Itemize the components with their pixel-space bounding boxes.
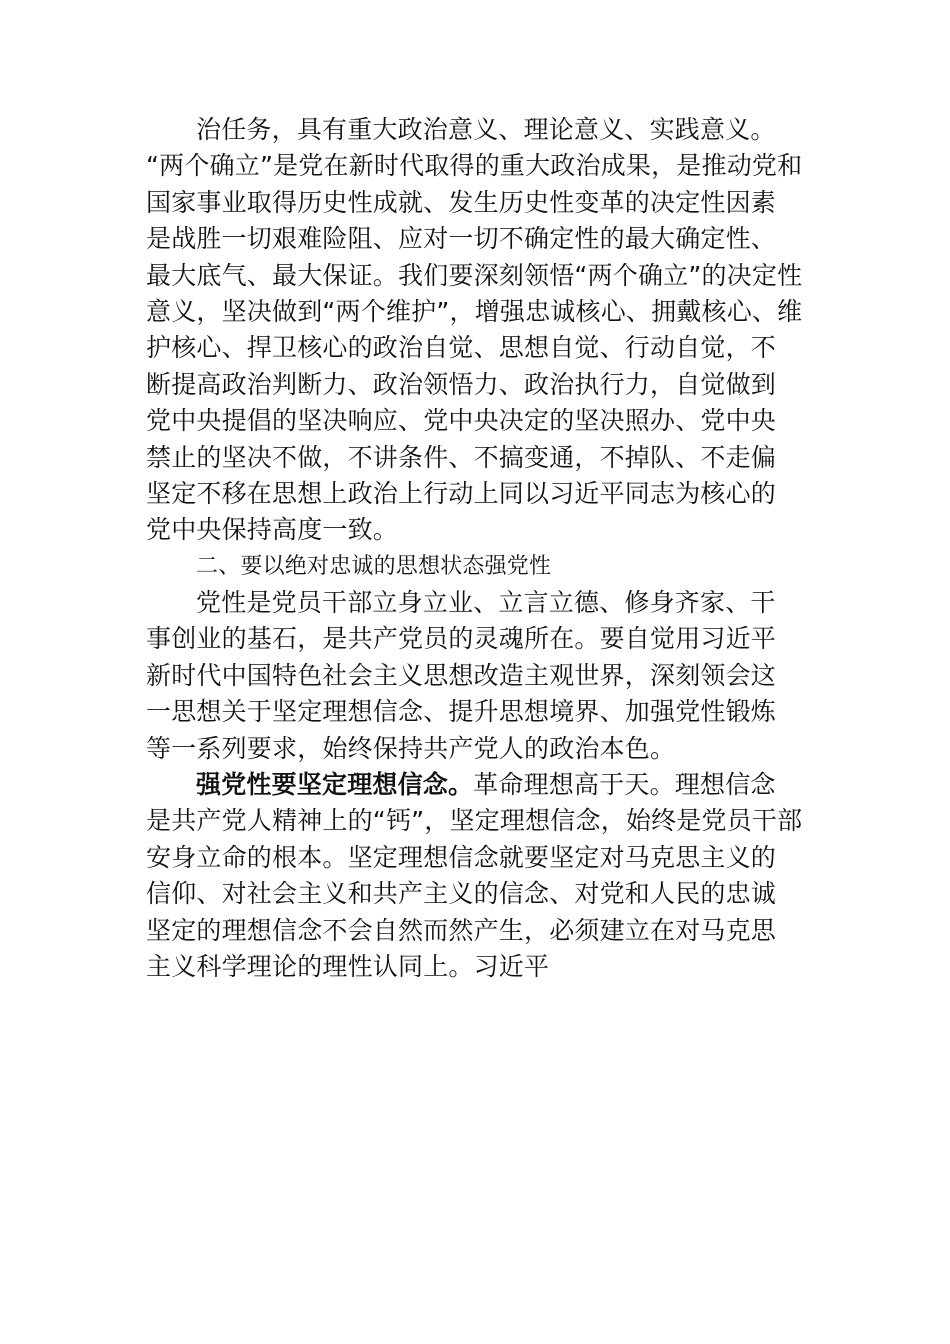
text-line: 意义，坚决做到“两个维护”，增强忠诚核心、拥戴核心、维	[146, 296, 803, 326]
text-line: 治任务，具有重大政治意义、理论意义、实践意义。	[196, 115, 776, 144]
text-line	[146, 767, 811, 803]
text-line: 是共产党人精神上的“钙”，坚定理想信念，始终是党员干部	[146, 806, 803, 836]
text-line: 信仰、对社会主义和共产主义的信念、对党和人民的忠诚	[146, 879, 777, 909]
text-line: 等一系列要求，始终保持共产党人的政治本色。	[146, 733, 676, 763]
body-text	[146, 112, 811, 985]
text-line: 坚定不移在思想上政治上行动上同以习近平同志为核心的	[146, 478, 777, 508]
text-line: 坚定的理想信念不会自然而然产生，必须建立在对马克思	[146, 915, 777, 945]
text-line: 新时代中国特色社会主义思想改造主观世界，深刻领会这	[146, 660, 777, 690]
text-line: 最大底气、最大保证。我们要深刻领悟“两个确立”的决定性	[146, 260, 803, 290]
text-line: 安身立命的根本。坚定理想信念就要坚定对马克思主义的	[146, 842, 777, 872]
text-line: 党中央提倡的坚决响应、党中央决定的坚决照办、党中央	[146, 406, 777, 436]
text-line: 国家事业取得历史性成就、发生历史性变革的决定性因素	[146, 187, 777, 217]
text-line-rest: 革命理想高于天。理想信念	[473, 770, 776, 800]
text-line: 一思想关于坚定理想信念、提升思想境界、加强党性锻炼	[146, 697, 777, 727]
text-line: 护核心、捍卫核心的政治自觉、思想自觉、行动自觉，不	[146, 333, 777, 363]
text-line: 断提高政治判断力、政治领悟力、政治执行力，自觉做到	[146, 369, 777, 399]
text-line: 事创业的基石，是共产党员的灵魂所在。要自觉用习近平	[146, 624, 777, 654]
text-line: 是战胜一切艰难险阻、应对一切不确定性的最大确定性、	[146, 224, 777, 254]
section-heading: 二、要以绝对忠诚的思想状态强党性	[196, 553, 552, 579]
text-line: 党性是党员干部立身立业、立言立德、修身齐家、干	[196, 588, 776, 618]
text-line: “两个确立”是党在新时代取得的重大政治成果，是推动党和	[146, 151, 803, 181]
bold-lead-phrase: 强党性要坚定理想信念。	[196, 770, 474, 800]
text-line: 禁止的坚决不做，不讲条件、不搞变通，不掉队、不走偏	[146, 442, 777, 472]
text-line: 主义科学理论的理性认同上。习近平	[146, 951, 550, 981]
text-line: 党中央保持高度一致。	[146, 515, 399, 545]
